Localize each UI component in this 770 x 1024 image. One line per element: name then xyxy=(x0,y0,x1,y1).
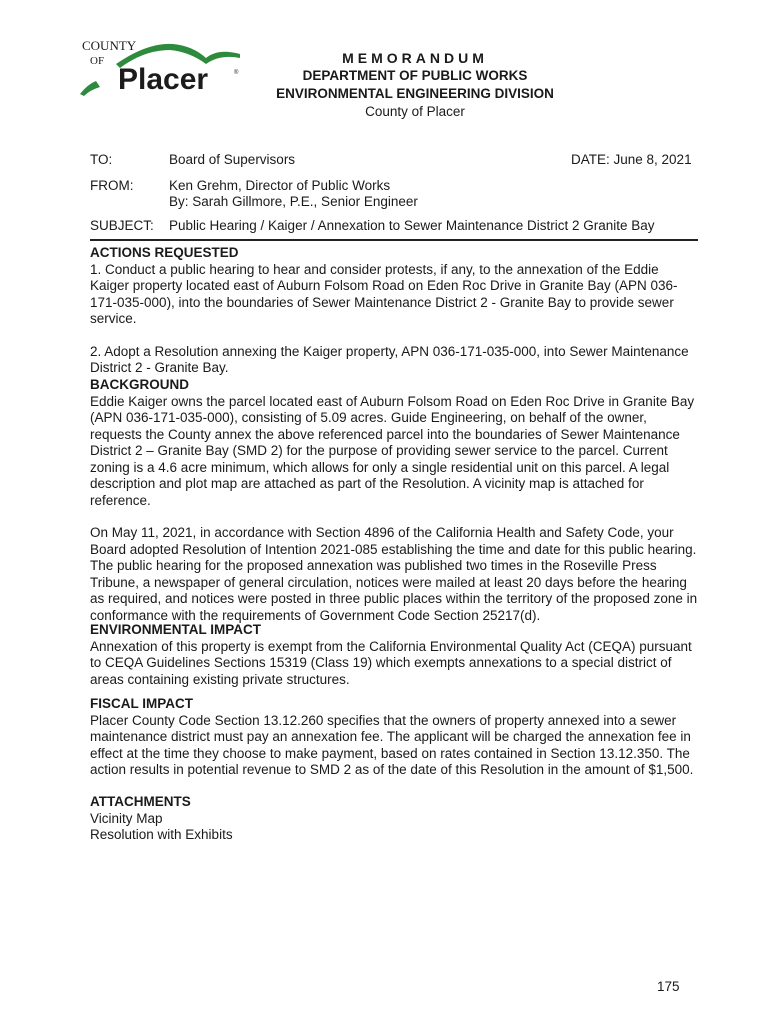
placer-logo-graphic xyxy=(78,34,246,98)
fiscal-section xyxy=(90,696,700,779)
action-item-1: 1. Conduct a public hearing to hear and consider protests, if any, to the annexation of the Eddie Kaiger property located east of Auburn Folsom Road on Eden Roc Drive in Granite Bay (APN 036-171-035-000), into the boundaries of Sewer Maintenance District 2 - Granite Bay to provide sewer service. xyxy=(90,261,678,326)
department-name: DEPARTMENT OF PUBLIC WORKS xyxy=(302,68,528,83)
background-section xyxy=(90,377,700,624)
to-value: Board of Supervisors xyxy=(169,152,296,167)
page-number: 175 xyxy=(657,979,680,994)
svg-text:®: ® xyxy=(234,70,239,76)
from-line2: By: Sarah Gillmore, P.E., Senior Engineer xyxy=(169,194,418,209)
background-para-1: Eddie Kaiger owns the parcel located east of Auburn Folsom Road on Eden Roc Drive in Granite Bay (APN 036-171-035-000), consisting of 5.09 acres. Guide Engineering, on behalf of the owner, requests the County annex the above referenced parcel into the boundaries of Sewer Maintenance District 2 – Granite Bay (SMD 2) for the purpose of providing sewer service to the parcel. Current zoning is a 4.6 acre minimum, which allows for only a single residential unit on this parcel. A legal description and plot map are attached as part of the Resolution. A vicinity map is attached for reference. xyxy=(90,393,695,508)
environmental-para: Annexation of this property is exempt from the California Environmental Quality Act (CEQA) pursuant to CEQA Guidelines Sections 15319 (Class 19) which exempts annexations to a special district of areas containing existing private structures. xyxy=(90,638,692,687)
action-item-2: 2. Adopt a Resolution annexing the Kaiger property, APN 036-171-035-000, into Sewer Maintenance District 2 - Granite Bay. xyxy=(90,343,689,375)
attachment-item: Resolution with Exhibits xyxy=(90,827,233,842)
from-line1: Ken Grehm, Director of Public Works xyxy=(169,178,391,193)
logo-placer-text: Placer xyxy=(118,63,209,96)
to-label: TO: xyxy=(90,152,113,167)
attachment-item: Vicinity Map xyxy=(90,810,163,826)
logo-county-text: COUNTY xyxy=(82,38,137,53)
memo-header xyxy=(250,49,580,121)
fiscal-heading: FISCAL IMPACT xyxy=(90,696,193,711)
county-of-placer-logo xyxy=(78,34,246,98)
actions-section xyxy=(90,245,700,377)
county-name: County of Placer xyxy=(365,104,465,119)
background-heading: BACKGROUND xyxy=(90,377,189,392)
background-para-2: On May 11, 2021, in accordance with Section 4896 of the California Health and Safety Code, your Board adopted Resolution of Intention 2021-085 establishing the time and date for this public hearing. The public hearing for the proposed annexation was published two times in the Roseville Press Tribune, a newspaper of general circulation, notices were mailed at least 20 days before the hearing as required, and notices were posted in three public places within the territory of the proposed zone in conformance with the requirements of Government Code Section 25217(d). xyxy=(90,525,698,623)
from-label: FROM: xyxy=(90,178,134,193)
memo-date: DATE: June 8, 2021 xyxy=(571,152,692,167)
division-name: ENVIRONMENTAL ENGINEERING DIVISION xyxy=(276,86,554,101)
attachments-heading: ATTACHMENTS xyxy=(90,794,191,809)
environmental-section xyxy=(90,622,700,688)
subject-value: Public Hearing / Kaiger / Annexation to Sewer Maintenance District 2 Granite Bay xyxy=(169,218,655,233)
memo-title: MEMORANDUM xyxy=(342,50,488,66)
environmental-heading: ENVIRONMENTAL IMPACT xyxy=(90,622,261,637)
header-divider xyxy=(90,239,698,241)
fiscal-para: Placer County Code Section 13.12.260 specifies that the owners of property annexed into a sewer maintenance district must pay an annexation fee. The applicant will be charged the annexation fee in effect at the time they choose to make payment, based on rates contained in Section 13.12.350. The action results in potential revenue to SMD 2 as of the date of this Resolution in the amount of $1,500. xyxy=(90,712,694,777)
subject-label: SUBJECT: xyxy=(90,218,154,233)
actions-heading: ACTIONS REQUESTED xyxy=(90,245,239,260)
logo-of-text: OF xyxy=(90,55,105,67)
attachments-section xyxy=(90,794,700,844)
